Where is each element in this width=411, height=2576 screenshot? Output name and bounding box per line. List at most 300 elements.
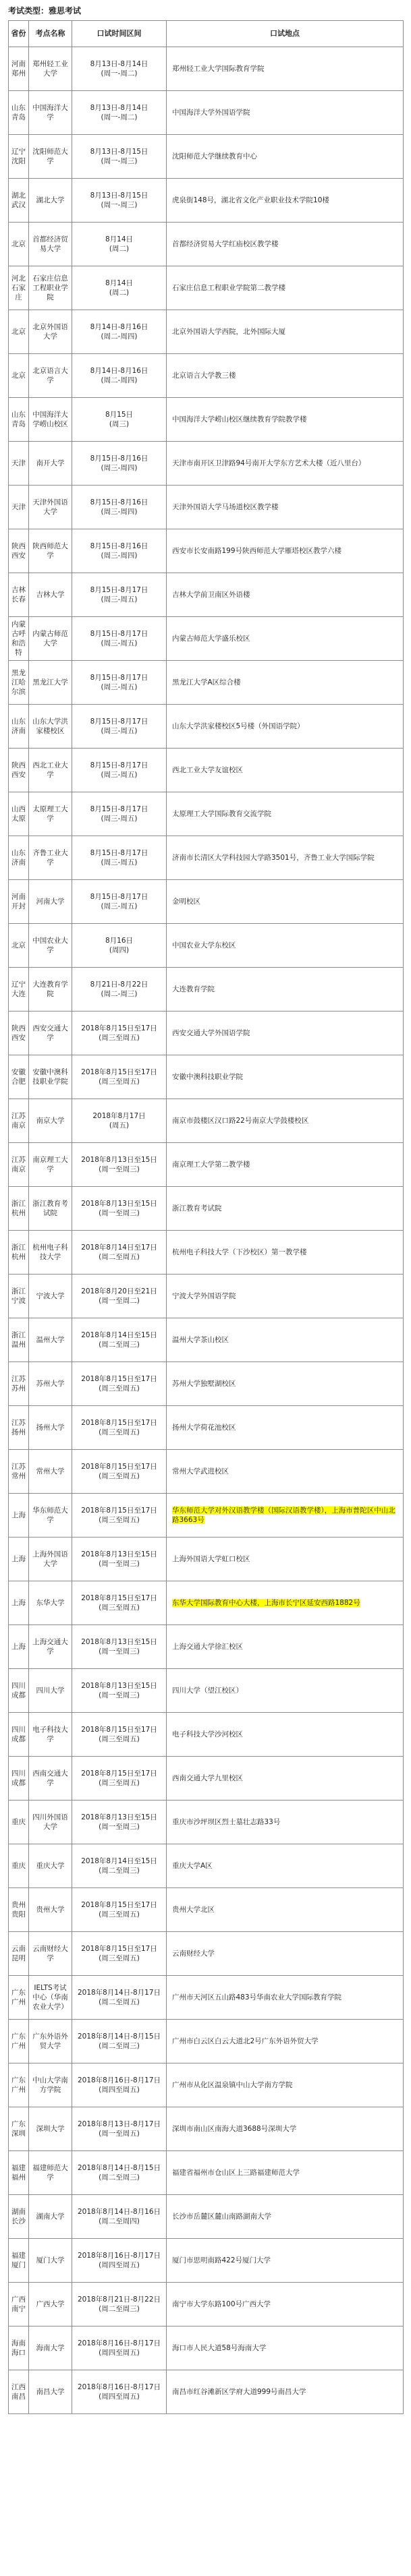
location-text: 宁波大学外国语学院 [172, 1292, 236, 1300]
cell-location [167, 836, 404, 880]
cell-province: 江苏扬州 [9, 1406, 29, 1450]
location-text: 福建省福州市仓山区上三路福建师范大学 [172, 2169, 300, 2177]
location-text: 杭州电子科技大学（下沙校区）第一教学楼 [172, 1248, 307, 1256]
cell-location [167, 398, 404, 442]
time-date: 8月15日-8月17日 [90, 761, 148, 769]
location-text: 郑州轻工业大学国际教育学院 [172, 65, 265, 73]
cell-location [167, 1538, 404, 1581]
time-weekday: (周三至周五) [99, 1034, 140, 1042]
header-row [9, 21, 404, 47]
cell-location [167, 617, 404, 661]
cell-province: 江西南昌 [9, 2370, 29, 2414]
time-date: 2018年8月13日至15日 [81, 1550, 157, 1558]
time-weekday: (周一至周三) [99, 1823, 140, 1831]
cell-center: 郑州轻工业大学 [29, 47, 72, 91]
cell-location [167, 1012, 404, 1055]
cell-province: 四川成都 [9, 1669, 29, 1713]
table-row [9, 617, 404, 661]
time-weekday: (周二-周四) [101, 376, 138, 384]
cell-province: 江苏南京 [9, 1143, 29, 1187]
location-text: 西北工业大学友谊校区 [172, 766, 243, 774]
time-date: 2018年8月15日至17日 [81, 1901, 157, 1909]
table-row [9, 705, 404, 749]
cell-location [167, 573, 404, 617]
cell-location [167, 310, 404, 354]
cell-center: 四川外国语大学 [29, 1801, 72, 1844]
cell-time [72, 91, 167, 135]
time-date: 8月13日-8月14日 [90, 60, 148, 68]
cell-time [72, 442, 167, 486]
location-text: 山东大学洪家楼校区5号楼（外国语学院） [172, 722, 304, 730]
cell-location [167, 1143, 404, 1187]
time-date: 2018年8月14日至15日 [81, 1857, 157, 1865]
cell-time [72, 529, 167, 573]
cell-time [72, 1406, 167, 1450]
table-row [9, 1055, 404, 1099]
time-weekday: (周三至周五) [99, 1472, 140, 1480]
time-weekday: (周三至周五) [99, 1604, 140, 1612]
table-row [9, 1801, 404, 1844]
cell-location [167, 442, 404, 486]
time-weekday: (周三至周五) [99, 1428, 140, 1436]
time-date: 2018年8月16日-8月17日 [77, 2383, 161, 2391]
cell-center: 苏州大学 [29, 1362, 72, 1406]
cell-center: 内蒙古师范大学 [29, 617, 72, 661]
cell-province: 陕西西安 [9, 1012, 29, 1055]
cell-center: 大连教育学院 [29, 968, 72, 1012]
cell-province: 辽宁大连 [9, 968, 29, 1012]
cell-center: 中国海洋大学 [29, 91, 72, 135]
location-text: 温州大学茶山校区 [172, 1336, 229, 1344]
time-date: 2018年8月16日-8月17日 [77, 2252, 161, 2260]
cell-location [167, 1362, 404, 1406]
time-weekday: (周三-周四) [101, 464, 138, 472]
cell-province: 江苏南京 [9, 1099, 29, 1143]
cell-province: 河南郑州 [9, 47, 29, 91]
cell-center: 南京大学 [29, 1099, 72, 1143]
cell-time [72, 47, 167, 91]
time-weekday: (周三-周五) [101, 815, 138, 823]
cell-location [167, 792, 404, 836]
cell-location [167, 1055, 404, 1099]
location-text: 贵州大学北区 [172, 1906, 215, 1914]
location-text: 北京语言大学教三楼 [172, 372, 236, 380]
cell-location [167, 2151, 404, 2195]
location-text: 吉林大学前卫南区外语楼 [172, 591, 250, 599]
cell-location [167, 2020, 404, 2063]
cell-center: 南昌大学 [29, 2370, 72, 2414]
cell-province: 山东济南 [9, 836, 29, 880]
cell-center: 沈阳师范大学 [29, 135, 72, 179]
time-date: 8月14日-8月16日 [90, 367, 148, 375]
cell-center: 上海外国语大学 [29, 1538, 72, 1581]
time-weekday: (周三-周四) [101, 552, 138, 560]
time-weekday: (周三-周五) [101, 727, 138, 735]
table-row [9, 310, 404, 354]
table-row [9, 1844, 404, 1888]
time-date: 8月13日-8月15日 [90, 148, 148, 156]
time-weekday: (周四至周五) [99, 2261, 140, 2269]
table-row [9, 2283, 404, 2326]
cell-province: 广东深圳 [9, 2107, 29, 2151]
cell-location [167, 47, 404, 91]
cell-location [167, 2063, 404, 2107]
time-date: 2018年8月16日-8月17日 [77, 2339, 161, 2347]
cell-province: 湖北武汉 [9, 179, 29, 223]
table-row [9, 1406, 404, 1450]
cell-center: 东华大学 [29, 1581, 72, 1625]
table-row [9, 573, 404, 617]
table-row [9, 1888, 404, 1932]
time-date: 8月15日-8月17日 [90, 893, 148, 901]
cell-time [72, 617, 167, 661]
location-text: 内蒙古师范大学盛乐校区 [172, 635, 250, 643]
location-text: 广州市天河区五山路483号华南农业大学国际教育学院 [172, 1993, 342, 2001]
cell-province: 上海 [9, 1625, 29, 1669]
cell-time [72, 2326, 167, 2370]
time-weekday: (周二至周三) [99, 2305, 140, 2313]
cell-center: 中国农业大学 [29, 924, 72, 968]
time-weekday: (周三-周五) [101, 639, 138, 647]
table-row [9, 836, 404, 880]
cell-center: 陕西师范大学 [29, 529, 72, 573]
location-text: 金明校区 [172, 898, 200, 906]
cell-time [72, 2195, 167, 2239]
location-text: 石家庄信息工程职业学院第二教学楼 [172, 284, 285, 292]
cell-time [72, 1757, 167, 1801]
cell-location [167, 266, 404, 310]
cell-center: 湖北大学 [29, 179, 72, 223]
cell-province: 山东青岛 [9, 91, 29, 135]
location-text: 常州大学武进校区 [172, 1467, 229, 1475]
time-weekday: (周二至周五) [99, 1253, 140, 1261]
cell-center: 湖南大学 [29, 2195, 72, 2239]
time-date: 2018年8月15日至17日 [81, 1068, 157, 1076]
table-row [9, 880, 404, 924]
cell-location [167, 1406, 404, 1450]
cell-center: 齐鲁工业大学 [29, 836, 72, 880]
cell-province: 江苏常州 [9, 1450, 29, 1494]
cell-province: 重庆 [9, 1844, 29, 1888]
table-row [9, 1625, 404, 1669]
table-row [9, 924, 404, 968]
cell-province: 浙江杭州 [9, 1187, 29, 1231]
table-row [9, 398, 404, 442]
cell-time [72, 1976, 167, 2020]
location-text: 重庆市沙坪坝区烈士墓壮志路33号 [172, 1818, 281, 1826]
cell-province: 福建福州 [9, 2151, 29, 2195]
cell-location [167, 1669, 404, 1713]
cell-center: 贵州大学 [29, 1888, 72, 1932]
time-weekday: (周二至周三) [99, 2042, 140, 2050]
table-row [9, 529, 404, 573]
time-weekday: (周一至周五) [99, 2130, 140, 2138]
time-weekday: (周三至周五) [99, 1779, 140, 1787]
table-row [9, 2239, 404, 2283]
time-date: 2018年8月14日-8月17日 [77, 1989, 161, 1997]
cell-time [72, 705, 167, 749]
cell-time [72, 398, 167, 442]
page-title: 考试类型：雅思考试 [8, 6, 82, 16]
time-weekday: (周一-周三) [101, 201, 138, 209]
time-date: 8月15日-8月17日 [90, 674, 148, 682]
cell-province: 吉林长春 [9, 573, 29, 617]
cell-center: 北京外国语大学 [29, 310, 72, 354]
time-date: 2018年8月13日至15日 [81, 1200, 157, 1208]
cell-time [72, 1801, 167, 1844]
time-weekday: (周三) [109, 420, 130, 428]
time-weekday: (周一-周二) [101, 113, 138, 121]
time-date: 2018年8月21日-8月22日 [77, 2295, 161, 2304]
cell-center: 山东大学洪家楼校区 [29, 705, 72, 749]
location-text: 西南交通大学九里校区 [172, 1774, 243, 1782]
table-row [9, 2195, 404, 2239]
table-row [9, 1099, 404, 1143]
cell-center: 吉林大学 [29, 573, 72, 617]
cell-location [167, 91, 404, 135]
time-date: 8月14日-8月16日 [90, 323, 148, 331]
table-row [9, 1143, 404, 1187]
location-text: 南京理工大学第二教学楼 [172, 1161, 250, 1169]
location-text: 长沙市岳麓区麓山南路湖南大学 [172, 2213, 271, 2221]
cell-province: 山东青岛 [9, 398, 29, 442]
table-row [9, 1450, 404, 1494]
location-text: 南京市鼓楼区汉口路22号南京大学鼓楼校区 [172, 1117, 309, 1125]
location-text: 中国海洋大学外国语学院 [172, 109, 250, 117]
time-date: 2018年8月14日-8月16日 [77, 2208, 161, 2216]
time-date: 2018年8月14日-8月15日 [77, 2164, 161, 2172]
cell-time [72, 1012, 167, 1055]
cell-center: 浙江教育考试院 [29, 1187, 72, 1231]
table-row [9, 1318, 404, 1362]
time-weekday: (周三至周五) [99, 1384, 140, 1393]
table-row [9, 266, 404, 310]
cell-location [167, 1976, 404, 2020]
location-text: 北京外国语大学西院，北外国际大厦 [172, 328, 285, 336]
cell-province: 河北石家庄 [9, 266, 29, 310]
cell-province: 天津 [9, 486, 29, 529]
location-text: 广州市白云区白云大道北2号广东外语外贸大学 [172, 2037, 319, 2045]
cell-province: 浙江宁波 [9, 1275, 29, 1318]
cell-time [72, 1538, 167, 1581]
cell-location [167, 1625, 404, 1669]
location-text: 深圳市南山区南海大道3688号深圳大学 [172, 2125, 297, 2133]
time-date: 8月15日 [105, 411, 134, 419]
time-date: 2018年8月15日至17日 [81, 1463, 157, 1471]
time-weekday: (周二-周三) [101, 990, 138, 998]
cell-province: 山东济南 [9, 705, 29, 749]
cell-time [72, 661, 167, 705]
time-date: 2018年8月14日至17日 [81, 1243, 157, 1252]
cell-location [167, 2195, 404, 2239]
cell-location [167, 1275, 404, 1318]
cell-province: 内蒙古呼和浩特 [9, 617, 29, 661]
location-text: 东华大学国际教育中心大楼，上海市长宁区延安西路1882号 [172, 1599, 360, 1607]
cell-location [167, 1801, 404, 1844]
time-date: 8月15日-8月17日 [90, 586, 148, 594]
cell-province: 贵州贵阳 [9, 1888, 29, 1932]
cell-location [167, 135, 404, 179]
header-center: 考点名称 [29, 21, 72, 47]
location-text: 黑龙江大学A区综合楼 [172, 678, 241, 686]
location-text: 南宁市大学东路100号广西大学 [172, 2300, 271, 2308]
time-weekday: (周二至周五) [99, 1998, 140, 2006]
cell-time [72, 354, 167, 398]
cell-time [72, 1318, 167, 1362]
table-row [9, 91, 404, 135]
cell-time [72, 135, 167, 179]
cell-location [167, 529, 404, 573]
table-row [9, 1932, 404, 1976]
cell-province: 上海 [9, 1538, 29, 1581]
table-row [9, 2151, 404, 2195]
table-row [9, 968, 404, 1012]
location-text: 中国海洋大学崂山校区继续教育学院教学楼 [172, 415, 307, 423]
time-date: 8月14日 [105, 279, 134, 287]
time-weekday: (周二至周三) [99, 1867, 140, 1875]
time-date: 2018年8月15日至17日 [81, 1726, 157, 1734]
cell-location [167, 2283, 404, 2326]
cell-time [72, 1581, 167, 1625]
cell-province: 广东广州 [9, 2020, 29, 2063]
time-weekday: (周一-周二) [101, 69, 138, 78]
time-weekday: (周一-周三) [101, 157, 138, 165]
table-row [9, 354, 404, 398]
cell-location [167, 1494, 404, 1538]
cell-center: 北京语言大学 [29, 354, 72, 398]
cell-center: 首都经济贸易大学 [29, 223, 72, 266]
cell-location [167, 2239, 404, 2283]
cell-province: 海南海口 [9, 2326, 29, 2370]
cell-center: 广东外语外贸大学 [29, 2020, 72, 2063]
table-header [9, 21, 404, 47]
cell-time [72, 749, 167, 792]
location-text: 天津外国语大学马场道校区教学楼 [172, 503, 279, 511]
cell-center: 河南大学 [29, 880, 72, 924]
time-date: 8月13日-8月15日 [90, 192, 148, 200]
location-text: 太原理工大学国际教育交流学院 [172, 810, 271, 818]
cell-center: 南开大学 [29, 442, 72, 486]
time-weekday: (周三-周五) [101, 683, 138, 691]
time-date: 8月15日-8月16日 [90, 542, 148, 550]
time-weekday: (周一至周三) [99, 1691, 140, 1699]
time-date: 2018年8月16日-8月17日 [77, 2076, 161, 2084]
location-text: 沈阳师范大学继续教育中心 [172, 152, 257, 160]
time-weekday: (周四至周五) [99, 2393, 140, 2401]
time-weekday: (周三-周五) [101, 595, 138, 604]
cell-province: 江苏苏州 [9, 1362, 29, 1406]
time-date: 2018年8月13日至15日 [81, 1682, 157, 1690]
time-weekday: (周四至周五) [99, 2086, 140, 2094]
time-date: 8月15日-8月17日 [90, 805, 148, 813]
cell-center: 杭州电子科技大学 [29, 1231, 72, 1275]
header-province: 省份 [9, 21, 29, 47]
header-time: 口试时间区间 [72, 21, 167, 47]
location-text: 中国农业大学东校区 [172, 941, 236, 949]
cell-location [167, 705, 404, 749]
cell-province: 广东广州 [9, 2063, 29, 2107]
location-text: 虎泉街148号，湖北省文化产业职业技术学院10楼 [172, 196, 329, 204]
cell-center: 温州大学 [29, 1318, 72, 1362]
time-weekday: (周三-周五) [101, 858, 138, 867]
cell-center: 安徽中澳科技职业学院 [29, 1055, 72, 1099]
cell-time [72, 1362, 167, 1406]
cell-location [167, 1888, 404, 1932]
table-row [9, 792, 404, 836]
table-row [9, 2326, 404, 2370]
cell-province: 北京 [9, 310, 29, 354]
cell-center: 华东师范大学 [29, 1494, 72, 1538]
table-row [9, 1275, 404, 1318]
location-text: 首都经济贸易大学红庙校区教学楼 [172, 240, 279, 248]
time-weekday: (周四至周五) [99, 2349, 140, 2357]
cell-time [72, 2370, 167, 2414]
cell-location [167, 1757, 404, 1801]
cell-center: 西南交通大学 [29, 1757, 72, 1801]
cell-province: 四川成都 [9, 1713, 29, 1757]
cell-province: 北京 [9, 354, 29, 398]
time-date: 2018年8月15日至17日 [81, 1945, 157, 1953]
cell-time [72, 924, 167, 968]
cell-time [72, 310, 167, 354]
header-location: 口试地点 [167, 21, 404, 47]
cell-time [72, 1625, 167, 1669]
time-date: 2018年8月15日至17日 [81, 1769, 157, 1778]
table-row [9, 1976, 404, 2020]
cell-province: 河南开封 [9, 880, 29, 924]
table-row [9, 1713, 404, 1757]
cell-center: 黑龙江大学 [29, 661, 72, 705]
location-text: 重庆大学A区 [172, 1862, 213, 1870]
cell-location [167, 354, 404, 398]
time-date: 8月15日-8月17日 [90, 718, 148, 726]
cell-province: 安徽合肥 [9, 1055, 29, 1099]
time-weekday: (周三-周五) [101, 771, 138, 779]
cell-center: 深圳大学 [29, 2107, 72, 2151]
time-weekday: (周二-周四) [101, 332, 138, 341]
time-weekday: (周二至周四) [99, 2217, 140, 2225]
cell-center: IELTS考试中心（华南农业大学） [29, 1976, 72, 2020]
cell-time [72, 1494, 167, 1538]
time-weekday: (周四) [109, 946, 130, 954]
cell-time [72, 2063, 167, 2107]
table-row [9, 223, 404, 266]
time-date: 2018年8月15日至17日 [81, 1594, 157, 1602]
time-weekday: (周二至周三) [99, 2173, 140, 2182]
cell-province: 北京 [9, 223, 29, 266]
cell-time [72, 880, 167, 924]
cell-location [167, 968, 404, 1012]
table-row [9, 179, 404, 223]
time-weekday: (周一至周三) [99, 1560, 140, 1568]
cell-time [72, 1932, 167, 1976]
table-row [9, 1012, 404, 1055]
time-date: 2018年8月13日至15日 [81, 1156, 157, 1164]
cell-location [167, 880, 404, 924]
cell-time [72, 266, 167, 310]
location-text: 浙江教育考试院 [172, 1204, 222, 1212]
cell-center: 天津外国语大学 [29, 486, 72, 529]
table-row [9, 1669, 404, 1713]
location-text: 上海外国语大学虹口校区 [172, 1555, 250, 1563]
table-row [9, 1494, 404, 1538]
time-weekday: (周三-周五) [101, 902, 138, 910]
time-weekday: (周一至周二) [99, 1297, 140, 1305]
cell-center: 南京理工大学 [29, 1143, 72, 1187]
cell-location [167, 661, 404, 705]
time-date: 2018年8月13日至15日 [81, 1813, 157, 1821]
table-row [9, 749, 404, 792]
